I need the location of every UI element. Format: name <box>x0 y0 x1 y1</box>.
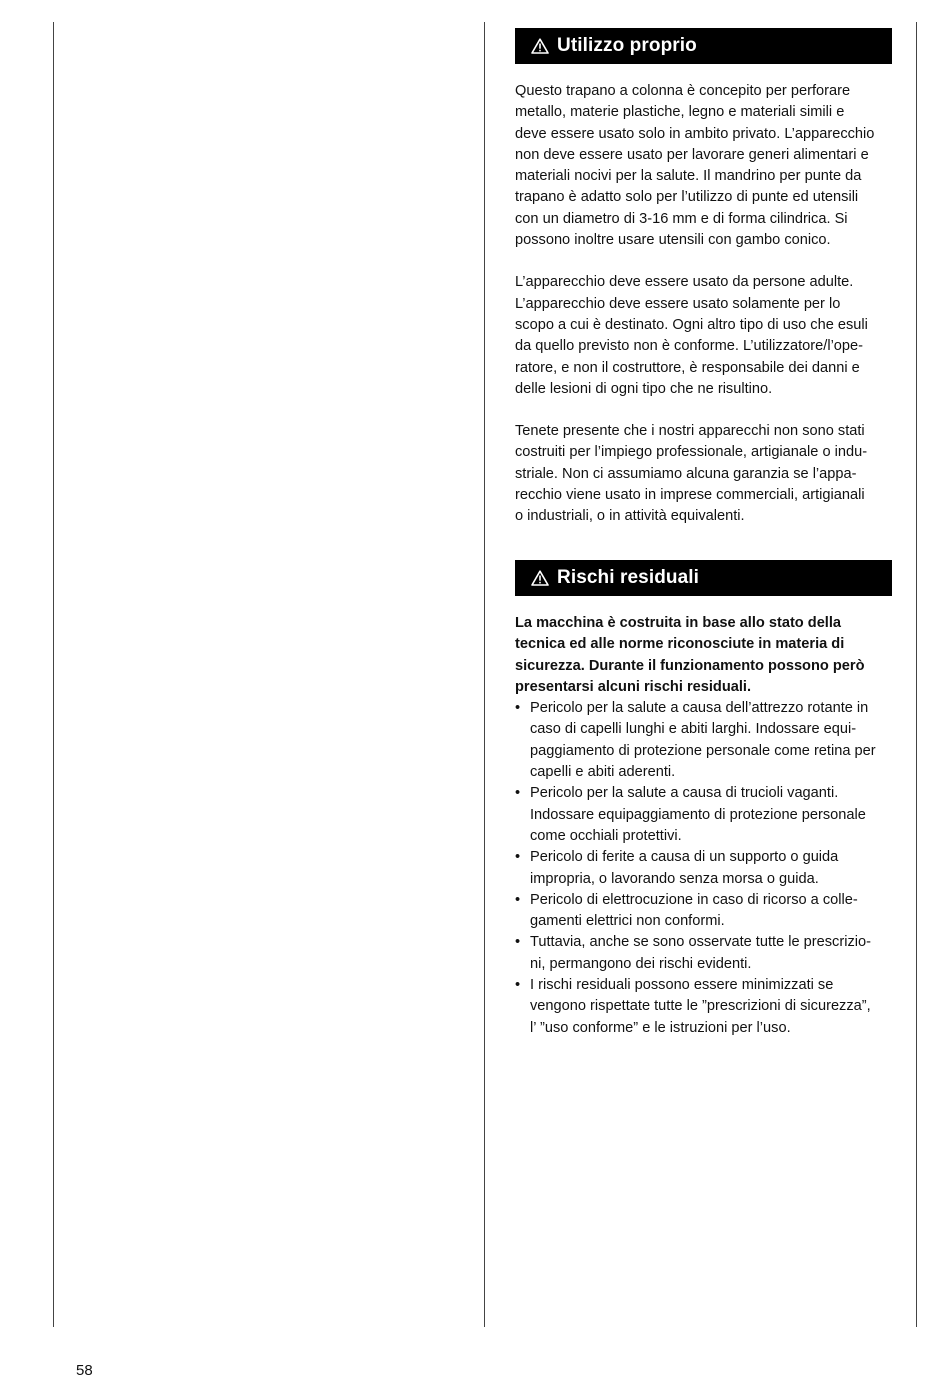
bullet-symbol: • <box>515 891 521 908</box>
section-heading <box>515 560 892 596</box>
paragraph: Questo trapano a colonna è concepito per perforare metallo, materie plastiche, legno e materiali simili e deve essere usato solo in ambito privato. L’apparecchio non deve essere usato per lavorare generi alimentari e materiali nocivi per la salute. Il mandrino per punte da trapano è adatto solo per l’utilizzo di punte ed utensili con un diametro di 3-16 mm e di forma cilindrica. Si possono inoltre usare utensili con gambo conico. <box>515 83 875 249</box>
section-rischi-residuali <box>515 560 892 1039</box>
section-utilizzo-proprio <box>515 28 892 528</box>
section-title: Rischi residuali <box>557 567 700 588</box>
bullet-symbol: • <box>515 934 521 951</box>
bullet-symbol: • <box>515 785 521 802</box>
list-item <box>515 847 892 890</box>
list-item <box>515 932 892 975</box>
list-item <box>515 783 892 847</box>
warning-triangle-icon <box>531 38 549 54</box>
bullet-symbol: • <box>515 977 521 994</box>
list-item <box>515 890 892 933</box>
section-heading <box>515 28 892 64</box>
page-number: 58 <box>76 1362 93 1379</box>
paragraph: L’apparecchio deve essere usato da persone adulte. L’apparecchio deve essere usato solamente per lo scopo a cui è destinato. Ogni altro tipo di uso che esuli da quello previsto non è conforme. L’utilizzatore/l’ope- ratore, e non il costruttore, è responsabile dei danni e delle lesioni di ogni tipo che ne risultino. <box>515 274 868 397</box>
list-item-text: Pericolo per la salute a causa di trucioli vaganti. Indossare equipaggiamento di protezione personale come occhiali protettivi. <box>530 785 866 844</box>
list-item-text: Tuttavia, anche se sono osservate tutte le prescrizio- ni, permangono dei rischi evidenti. <box>530 934 871 972</box>
column-rule-left <box>53 22 54 1327</box>
section-title: Utilizzo proprio <box>557 35 697 56</box>
list-item-text: Pericolo per la salute a causa dell’attrezzo rotante in caso di capelli lunghi e abiti larghi. Indossare equi- paggiamento di protezione personale come retina per capelli e abiti aderenti. <box>530 700 876 781</box>
list-item <box>515 698 892 783</box>
warning-triangle-icon <box>531 570 549 586</box>
column-rule-right <box>916 22 917 1327</box>
risk-list <box>515 698 892 1039</box>
list-item-text: I rischi residuali possono essere minimizzati se vengono rispettate tutte le ”prescrizioni di sicurezza”, l’ ”uso conforme” e le istruzioni per l’uso. <box>530 977 871 1036</box>
list-item-text: Pericolo di ferite a causa di un supporto o guida impropria, o lavorando senza morsa o guida. <box>530 849 839 887</box>
list-item <box>515 975 892 1039</box>
bullet-symbol: • <box>515 700 521 717</box>
bullet-symbol: • <box>515 849 521 866</box>
paragraph: Tenete presente che i nostri apparecchi non sono stati costruiti per l’impiego professionale, artigianale o indu- striale. Non ci assumiamo alcuna garanzia se l’appa- recchio viene usato in imprese commerciali, artigianali o industriali, o in attività equivalenti. <box>515 423 868 525</box>
column-rule-middle <box>484 22 485 1327</box>
list-item-text: Pericolo di elettrocuzione in caso di ricorso a colle- gamenti elettrici non conformi. <box>530 891 858 930</box>
intro-paragraph: La macchina è costruita in base allo stato della tecnica ed alle norme riconosciute in materia di sicurezza. Durante il funzionamento possono però presentarsi alcuni rischi residuali. <box>515 615 865 695</box>
